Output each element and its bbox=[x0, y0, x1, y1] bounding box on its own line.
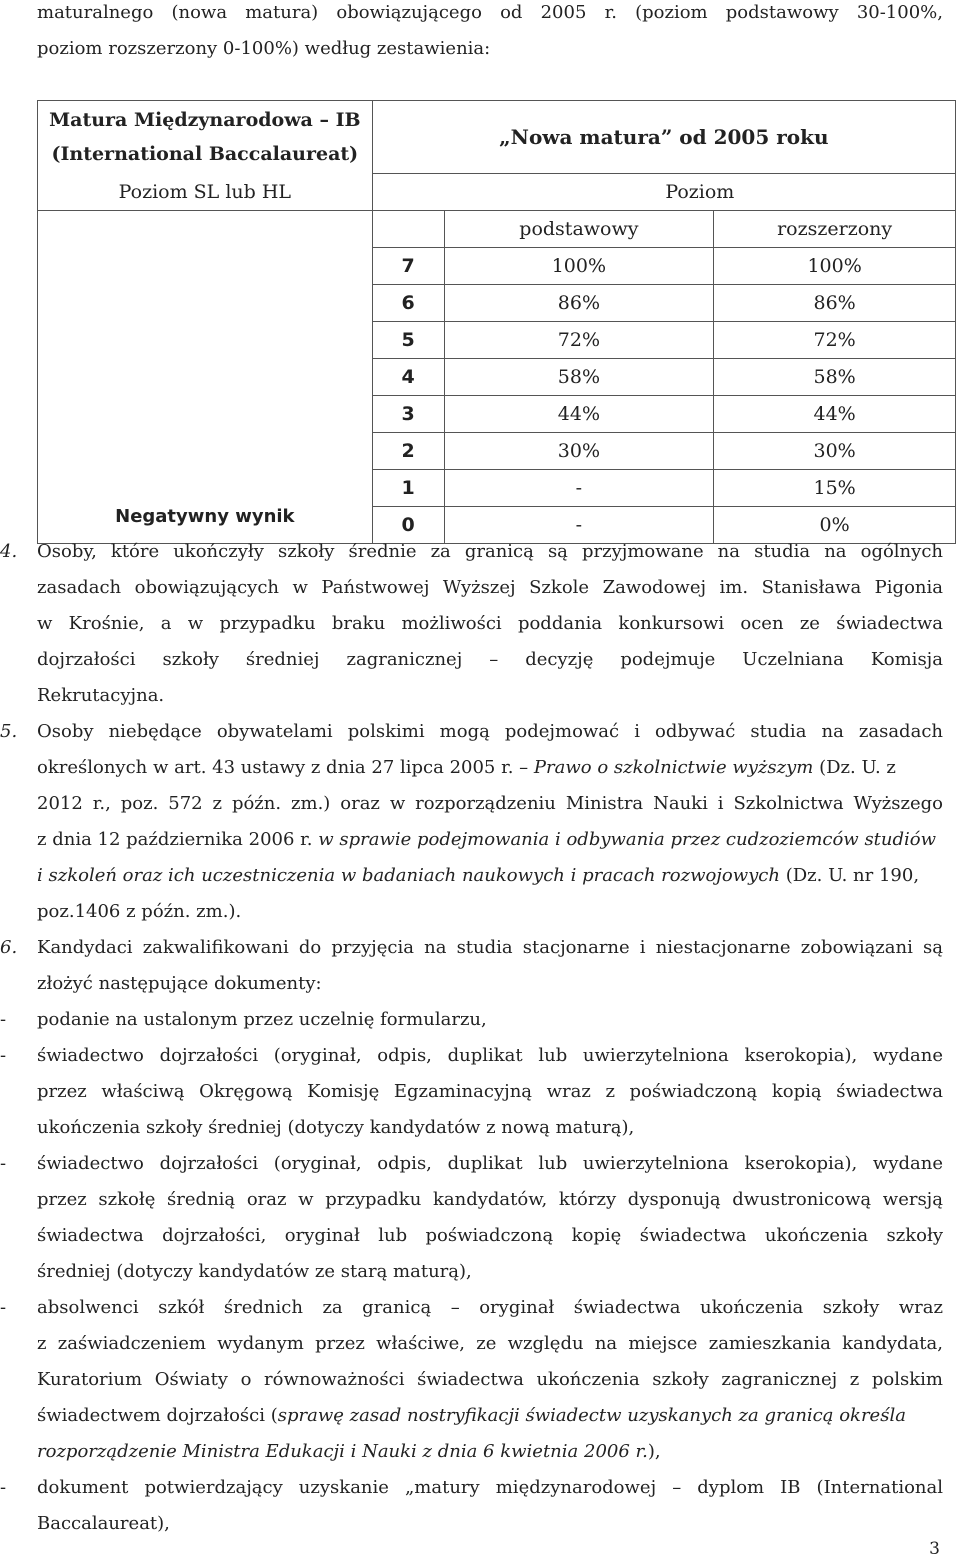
grade-cell: 3 bbox=[372, 396, 444, 433]
paragraph-5-line-6: poz.1406 z późn. zm.). bbox=[37, 901, 242, 922]
paragraph-5-line-4-date: z dnia 12 października 2006 r. bbox=[37, 829, 313, 850]
paragraph-6-number: 6. bbox=[0, 937, 18, 958]
grade-cell: 7 bbox=[372, 248, 444, 285]
extended-cell: 44% bbox=[714, 396, 956, 433]
level-label-cell: Poziom bbox=[372, 174, 955, 211]
table-row bbox=[38, 470, 956, 507]
grade-cell: 1 bbox=[372, 470, 444, 507]
basic-cell: 44% bbox=[444, 396, 714, 433]
nostrification-note: sprawę zasad nostryfikacji świadectw uzyskanych za granicą określa bbox=[277, 1405, 906, 1426]
paragraph-4-line-2: zasadach obowiązujących w Państwowej Wyższej Szkole Zawodowej im. Stanisława Pigonia bbox=[37, 577, 943, 598]
paragraph-4-line-5: Rekrutacyjna. bbox=[37, 685, 165, 706]
bullet-4-line-1: absolwenci szkół średnich za granicą – oryginał świadectwa ukończenia szkoły wraz bbox=[37, 1297, 943, 1318]
ib-header-line-2: (International Baccalaureat) bbox=[51, 143, 359, 166]
table-level-row bbox=[38, 174, 956, 211]
bullet-2-line-1: świadectwo dojrzałości (oryginał, odpis, duplikat lub uwierzytelniona kserokopia), wydane bbox=[37, 1045, 943, 1066]
paragraph-6-line-1: Kandydaci zakwalifikowani do przyjęcia na studia stacjonarne i niestacjonarne zobowiązani są bbox=[37, 937, 943, 958]
law-title: Prawo o szkolnictwie wyższym bbox=[533, 757, 814, 778]
paragraph-4-line-3: w Krośnie, a w przypadku braku możliwości poddania konkursowi ocen ze świadectwa bbox=[37, 613, 943, 634]
paragraph-5-line-2-text: określonych w art. 43 ustawy z dnia 27 lipca 2005 r. – bbox=[37, 757, 529, 778]
extended-cell: 58% bbox=[714, 359, 956, 396]
paragraph-5-line-3: 2012 r., poz. 572 z późn. zm.) oraz w rozporządzeniu Ministra Nauki i Szkolnictwa Wyższego bbox=[37, 793, 943, 814]
ib-header-line-1: Matura Międzynarodowa – IB bbox=[49, 109, 361, 132]
bullet-4-line-3: Kuratorium Oświaty o równoważności świadectwa ukończenia szkoły zagranicznej z polskim bbox=[37, 1369, 943, 1390]
paragraph-4-line-4: dojrzałości szkoły średniej zagranicznej – decyzję podejmuje Uczelniana Komisja bbox=[37, 649, 943, 670]
basic-cell: 30% bbox=[444, 433, 714, 470]
paragraph-4-number: 4. bbox=[0, 541, 18, 562]
bullet-3-line-2: przez szkołę średnią oraz w przypadku kandydatów, którzy dysponują dwustronicową wersją bbox=[37, 1189, 943, 1210]
bullet-dash: - bbox=[0, 1009, 7, 1030]
table-header-row bbox=[38, 101, 956, 174]
bullet-1: podanie na ustalonym przez uczelnię formularzu, bbox=[37, 1009, 487, 1030]
page-number: 3 bbox=[929, 1539, 940, 1559]
basic-cell: 86% bbox=[444, 285, 714, 322]
bullet-4-line-2: z zaświadczeniem wydanym przez właściwe, ze względu na miejsce zamieszkania kandydata, bbox=[37, 1333, 943, 1354]
bullet-4-line-4-text: świadectwem dojrzałości ( bbox=[37, 1405, 278, 1426]
regulation-reference: rozporządzenie Ministra Edukacji i Nauki z dnia 6 kwietnia 2006 r. bbox=[37, 1441, 648, 1462]
bullet-4-line-5-end: ), bbox=[647, 1441, 661, 1462]
paragraph-5-line-1: Osoby niebędące obywatelami polskimi mogą podejmować i odbywać studia na zasadach bbox=[37, 721, 943, 742]
bullet-dash: - bbox=[0, 1045, 7, 1066]
extended-cell: 15% bbox=[714, 470, 956, 507]
extended-cell: 30% bbox=[714, 433, 956, 470]
grade-cell: 6 bbox=[372, 285, 444, 322]
grade-header-cell bbox=[372, 211, 444, 248]
bullet-dash: - bbox=[0, 1297, 7, 1318]
bullet-2-line-2: przez właściwą Okręgową Komisję Egzaminacyjną wraz z poświadczoną kopią świadectwa bbox=[37, 1081, 943, 1102]
table-columns-row bbox=[38, 211, 956, 248]
extended-cell: 86% bbox=[714, 285, 956, 322]
ib-header-cell bbox=[38, 101, 373, 174]
grade-cell: 2 bbox=[372, 433, 444, 470]
basic-cell: 100% bbox=[444, 248, 714, 285]
bullet-5-line-2: Baccalaureat), bbox=[37, 1513, 170, 1534]
paragraph-5-number: 5. bbox=[0, 721, 18, 742]
paragraph-5-line-4 bbox=[37, 829, 936, 850]
intro-line-1: maturalnego (nowa matura) obowiązującego od 2005 r. (poziom podstawowy 30-100%, bbox=[37, 2, 943, 23]
bullet-3-line-1: świadectwo dojrzałości (oryginał, odpis, duplikat lub uwierzytelniona kserokopia), wydane bbox=[37, 1153, 943, 1174]
intro-line-2: poziom rozszerzony 0-100%) według zestawienia: bbox=[37, 38, 491, 59]
bullet-4-line-4 bbox=[37, 1405, 906, 1426]
grade-cell: 4 bbox=[372, 359, 444, 396]
basic-cell: - bbox=[444, 470, 714, 507]
basic-header-cell: podstawowy bbox=[444, 211, 714, 248]
regulation-title-part-1: w sprawie podejmowania i odbywania przez cudzoziemców studiów bbox=[318, 829, 937, 850]
extended-header-cell: rozszerzony bbox=[714, 211, 956, 248]
paragraph-5-line-2 bbox=[37, 757, 896, 778]
new-matura-header-cell: „Nowa matura” od 2005 roku bbox=[372, 101, 955, 174]
bullet-2-line-3: ukończenia szkoły średniej (dotyczy kandydatów z nową maturą), bbox=[37, 1117, 635, 1138]
extended-cell: 100% bbox=[714, 248, 956, 285]
bullet-3-line-3: świadectwa dojrzałości, oryginał lub poświadczoną kopię świadectwa ukończenia szkoły bbox=[37, 1225, 943, 1246]
basic-cell: 72% bbox=[444, 322, 714, 359]
paragraph-4-line-1: Osoby, które ukończyły szkoły średnie za granicą są przyjmowane na studia na ogólnych bbox=[37, 541, 943, 562]
bullet-dash: - bbox=[0, 1477, 7, 1498]
extended-cell: 0% bbox=[714, 507, 956, 544]
negative-result-cell: Negatywny wynik bbox=[38, 470, 373, 544]
bullet-4-line-5 bbox=[37, 1441, 661, 1462]
grade-cell: 5 bbox=[372, 322, 444, 359]
regulation-title-part-2: i szkoleń oraz ich uczestniczenia w badaniach naukowych i pracach rozwojowych bbox=[37, 865, 780, 886]
basic-cell: 58% bbox=[444, 359, 714, 396]
paragraph-5-line-2-ref: (Dz. U. z bbox=[819, 757, 896, 778]
basic-cell: - bbox=[444, 507, 714, 544]
paragraph-5-line-5 bbox=[37, 865, 919, 886]
bullet-3-line-4: średniej (dotyczy kandydatów ze starą maturą), bbox=[37, 1261, 472, 1282]
paragraph-6-line-2: złożyć następujące dokumenty: bbox=[37, 973, 322, 994]
ib-blank-cell bbox=[38, 211, 373, 470]
grade-cell: 0 bbox=[372, 507, 444, 544]
grades-table bbox=[37, 100, 956, 544]
ib-level-cell: Poziom SL lub HL bbox=[38, 174, 373, 211]
paragraph-5-line-5-ref: (Dz. U. nr 190, bbox=[785, 865, 920, 886]
extended-cell: 72% bbox=[714, 322, 956, 359]
bullet-5-line-1: dokument potwierdzający uzyskanie „matury międzynarodowej – dyplom IB (International bbox=[37, 1477, 943, 1498]
bullet-dash: - bbox=[0, 1153, 7, 1174]
